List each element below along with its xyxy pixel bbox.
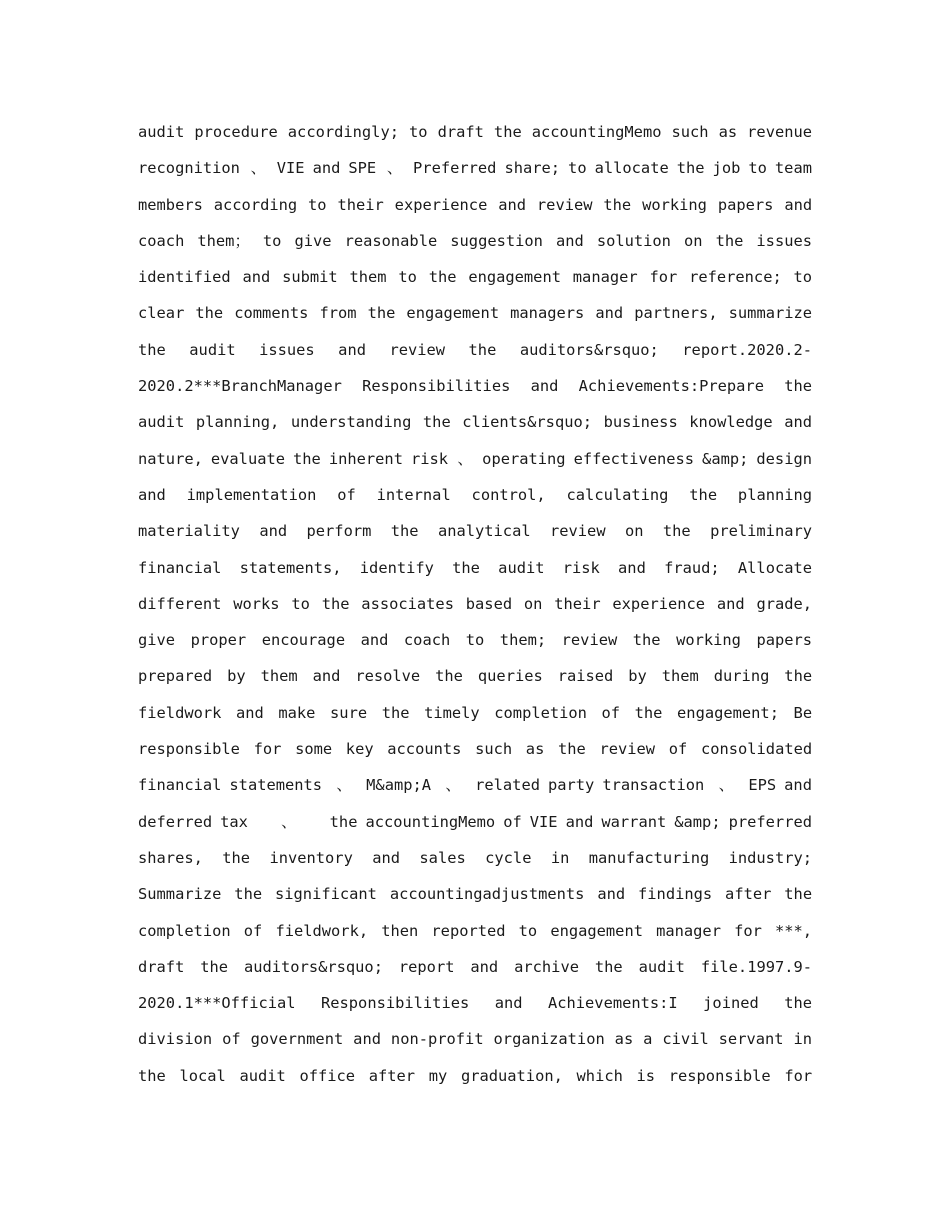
text-line: recognition、VIE and SPE、Preferred share; to allocate the job to team [138, 159, 812, 178]
body-text [138, 114, 812, 1094]
text-line: 2020.1***Official Responsibilities and Achievements:I joined the [138, 994, 812, 1013]
text-line: completion of fieldwork, then reported to engagement manager for ***, [138, 921, 812, 940]
text-line: shares, the inventory and sales cycle in manufacturing industry; [138, 848, 812, 867]
text-line: the local audit office after my graduation, which is responsible for [138, 1066, 812, 1085]
text-line: the audit issues and review the auditors&rsquo; report.2020.2- [138, 340, 812, 359]
text-line: prepared by them and resolve the queries raised by them during the [138, 667, 812, 686]
text-line: Summarize the significant accountingadjustments and findings after the [138, 885, 812, 904]
text-line: audit planning, understanding the clients&rsquo; business knowledge and [138, 413, 812, 432]
text-line: deferred tax 、 the accountingMemo of VIE and warrant &amp; preferred [138, 812, 812, 831]
text-line: audit procedure accordingly; to draft the accountingMemo such as revenue [138, 123, 812, 141]
text-line: and implementation of internal control, calculating the planning [138, 485, 812, 504]
text-line: fieldwork and make sure the timely completion of the engagement; Be [138, 703, 812, 722]
text-line: 2020.2***BranchManager Responsibilities and Achievements:Prepare the [138, 377, 812, 396]
text-line: coach them； to give reasonable suggestion and solution on the issues [138, 231, 812, 250]
text-line: give proper encourage and coach to them; review the working papers [138, 631, 812, 650]
text-line: materiality and perform the analytical review on the preliminary [138, 522, 812, 541]
text-line: draft the auditors&rsquo; report and archive the audit file.1997.9- [138, 957, 812, 976]
text-line: clear the comments from the engagement managers and partners, summarize [138, 304, 812, 323]
text-line: identified and submit them to the engagement manager for reference; to [138, 268, 812, 287]
text-line: financial statements 、 M&amp;A 、 related party transaction 、 EPS and [138, 776, 812, 795]
text-line: financial statements, identify the audit risk and fraud; Allocate [138, 558, 812, 577]
text-line: nature, evaluate the inherent risk、operating effectiveness &amp; design [138, 449, 812, 468]
text-line: different works to the associates based on their experience and grade, [138, 594, 812, 613]
text-line: division of government and non-profit organization as a civil servant in [138, 1030, 812, 1049]
text-line: members according to their experience and review the working papers and [138, 195, 812, 214]
text-line: responsible for some key accounts such as the review of consolidated [138, 740, 812, 759]
